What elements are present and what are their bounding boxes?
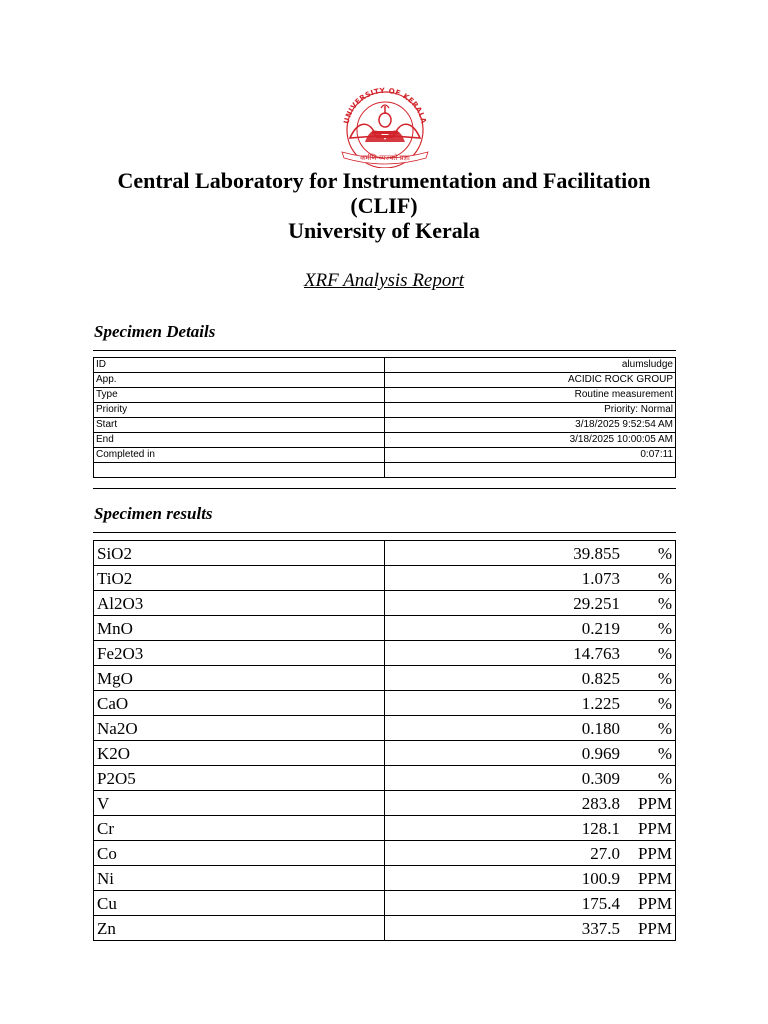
result-value: 0.219 xyxy=(581,618,620,638)
lab-title-line-2: (CLIF) xyxy=(350,193,418,218)
details-row xyxy=(94,388,676,403)
result-row xyxy=(94,741,676,766)
result-element: V xyxy=(94,791,385,816)
university-logo xyxy=(330,86,440,168)
section-divider xyxy=(93,350,676,351)
details-label: App. xyxy=(94,373,385,388)
result-value: 283.8 xyxy=(581,793,620,813)
result-row xyxy=(94,691,676,716)
specimen-results-heading: Specimen results xyxy=(94,504,213,523)
details-value: 3/18/2025 9:52:54 AM xyxy=(385,418,676,433)
result-row xyxy=(94,866,676,891)
details-value xyxy=(385,463,676,478)
specimen-results-table xyxy=(93,540,676,941)
lab-title-line-1: Central Laboratory for Instrumentation and Facilitation xyxy=(117,168,651,193)
result-row xyxy=(94,541,676,566)
details-row xyxy=(94,418,676,433)
details-row xyxy=(94,403,676,418)
lab-title-line-3: University of Kerala xyxy=(288,218,480,243)
result-value-cell xyxy=(385,541,676,566)
result-value: 1.073 xyxy=(581,568,620,588)
result-element: K2O xyxy=(94,741,385,766)
result-value-cell xyxy=(385,716,676,741)
details-row xyxy=(94,373,676,388)
result-element: SiO2 xyxy=(94,541,385,566)
result-element: P2O5 xyxy=(94,766,385,791)
result-value-cell xyxy=(385,841,676,866)
section-divider xyxy=(93,532,676,533)
result-value: 337.5 xyxy=(581,918,620,938)
result-value-cell xyxy=(385,916,676,941)
result-value-cell xyxy=(385,766,676,791)
details-row xyxy=(94,433,676,448)
result-element: Na2O xyxy=(94,716,385,741)
result-row xyxy=(94,841,676,866)
result-value: 0.825 xyxy=(581,668,620,688)
result-element: Cu xyxy=(94,891,385,916)
result-value: 29.251 xyxy=(573,593,620,613)
result-value-cell xyxy=(385,891,676,916)
result-row xyxy=(94,716,676,741)
result-unit: PPM xyxy=(637,843,672,863)
result-value: 0.309 xyxy=(581,768,620,788)
result-value: 27.0 xyxy=(590,843,620,863)
details-value: 3/18/2025 10:00:05 AM xyxy=(385,433,676,448)
result-row xyxy=(94,641,676,666)
result-unit: % xyxy=(657,593,672,613)
result-element: Zn xyxy=(94,916,385,941)
details-value: alumsludge xyxy=(385,358,676,373)
result-row xyxy=(94,791,676,816)
result-element: CaO xyxy=(94,691,385,716)
details-row xyxy=(94,448,676,463)
result-value-cell xyxy=(385,791,676,816)
result-element: MgO xyxy=(94,666,385,691)
result-unit: PPM xyxy=(637,868,672,888)
details-label: Priority xyxy=(94,403,385,418)
result-element: Cr xyxy=(94,816,385,841)
result-value: 175.4 xyxy=(581,893,620,913)
result-row xyxy=(94,616,676,641)
details-value: Routine measurement xyxy=(385,388,676,403)
result-element: Al2O3 xyxy=(94,591,385,616)
result-unit: % xyxy=(657,568,672,588)
details-value: Priority: Normal xyxy=(385,403,676,418)
result-unit: % xyxy=(657,768,672,788)
result-value: 0.969 xyxy=(581,743,620,763)
result-row xyxy=(94,766,676,791)
report-title: XRF Analysis Report xyxy=(303,270,465,291)
details-label: Start xyxy=(94,418,385,433)
result-value: 0.180 xyxy=(581,718,620,738)
details-label xyxy=(94,463,385,478)
result-value-cell xyxy=(385,741,676,766)
details-label: ID xyxy=(94,358,385,373)
section-divider xyxy=(93,488,676,489)
result-value-cell xyxy=(385,666,676,691)
result-element: Ni xyxy=(94,866,385,891)
result-value-cell xyxy=(385,866,676,891)
result-element: Fe2O3 xyxy=(94,641,385,666)
result-value: 100.9 xyxy=(581,868,620,888)
result-value-cell xyxy=(385,641,676,666)
result-element: Co xyxy=(94,841,385,866)
result-unit: % xyxy=(657,643,672,663)
result-row xyxy=(94,816,676,841)
result-unit: % xyxy=(657,618,672,638)
result-unit: % xyxy=(657,693,672,713)
lab-title-block xyxy=(0,168,768,243)
details-value: ACIDIC ROCK GROUP xyxy=(385,373,676,388)
result-value: 128.1 xyxy=(581,818,620,838)
result-value-cell xyxy=(385,816,676,841)
details-row xyxy=(94,358,676,373)
result-unit: % xyxy=(657,718,672,738)
result-unit: PPM xyxy=(637,918,672,938)
result-unit: PPM xyxy=(637,793,672,813)
result-element: MnO xyxy=(94,616,385,641)
result-row xyxy=(94,666,676,691)
result-row xyxy=(94,591,676,616)
result-value-cell xyxy=(385,566,676,591)
logo-arc-text: UNIVERSITY OF KERALA xyxy=(341,86,429,125)
logo-motto-text: कर्मणि व्यज्यते प्रज्ञा xyxy=(360,154,410,162)
result-unit: % xyxy=(657,668,672,688)
result-value: 39.855 xyxy=(573,543,620,563)
result-unit: PPM xyxy=(637,818,672,838)
result-row xyxy=(94,916,676,941)
result-value-cell xyxy=(385,591,676,616)
result-value-cell xyxy=(385,616,676,641)
specimen-details-heading: Specimen Details xyxy=(94,322,216,341)
result-unit: % xyxy=(657,543,672,563)
result-element: TiO2 xyxy=(94,566,385,591)
details-label: Type xyxy=(94,388,385,403)
university-emblem-icon xyxy=(330,86,440,168)
result-unit: % xyxy=(657,743,672,763)
result-value: 14.763 xyxy=(573,643,620,663)
details-label: End xyxy=(94,433,385,448)
result-value: 1.225 xyxy=(581,693,620,713)
specimen-details-table xyxy=(93,357,676,478)
result-unit: PPM xyxy=(637,893,672,913)
result-row xyxy=(94,891,676,916)
result-row xyxy=(94,566,676,591)
details-row xyxy=(94,463,676,478)
details-label: Completed in xyxy=(94,448,385,463)
details-value: 0:07:11 xyxy=(385,448,676,463)
result-value-cell xyxy=(385,691,676,716)
